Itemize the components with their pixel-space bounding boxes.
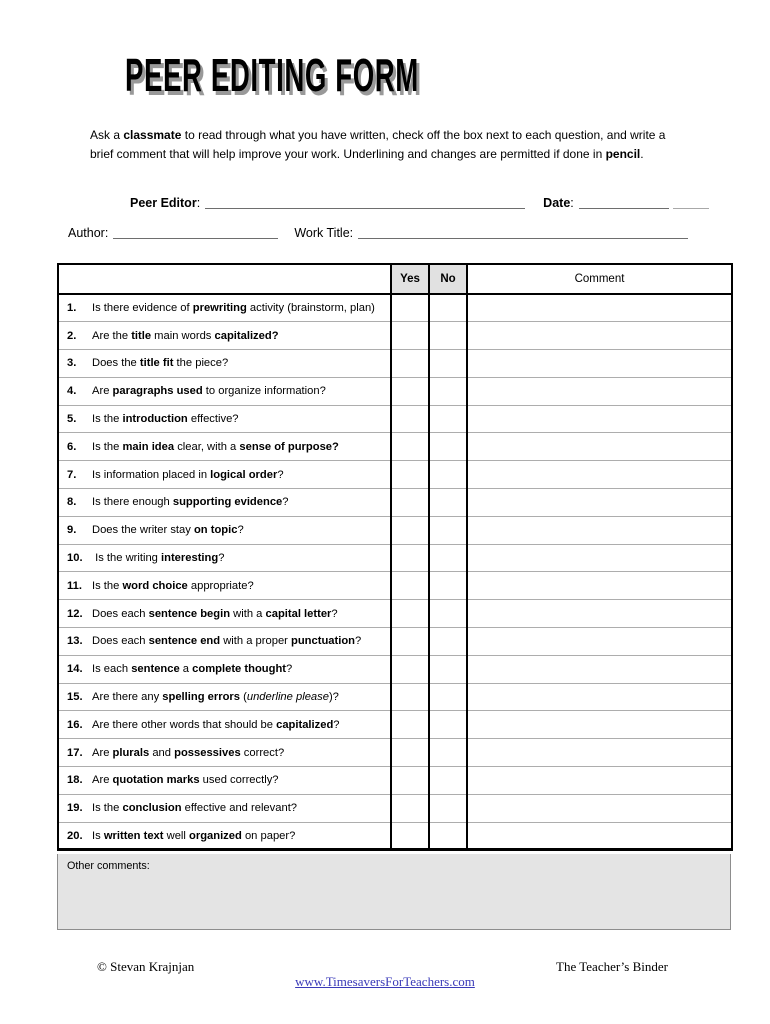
table-row: [58, 294, 732, 322]
yes-column-header: Yes: [391, 264, 429, 294]
yes-checkbox-cell[interactable]: [391, 294, 429, 322]
question-column-header: [58, 264, 391, 294]
checklist-body: [58, 294, 732, 850]
question-number: 15.: [67, 691, 83, 704]
question-cell: [58, 516, 391, 544]
no-checkbox-cell[interactable]: [429, 683, 467, 711]
no-checkbox-cell[interactable]: [429, 516, 467, 544]
no-checkbox-cell[interactable]: [429, 489, 467, 517]
footer-copyright: © Stevan Krajnjan: [97, 959, 195, 974]
comment-cell[interactable]: [467, 294, 732, 322]
question-cell: [58, 572, 391, 600]
yes-checkbox-cell[interactable]: [391, 489, 429, 517]
question-cell: [58, 461, 391, 489]
table-row: [58, 767, 732, 795]
date-label: Date: [543, 196, 571, 210]
question-cell: [58, 433, 391, 461]
no-checkbox-cell[interactable]: [429, 711, 467, 739]
question-cell: [58, 711, 391, 739]
comment-cell[interactable]: [467, 628, 732, 656]
comment-cell[interactable]: [467, 433, 732, 461]
question-number: 14.: [67, 663, 83, 676]
yes-checkbox-cell[interactable]: [391, 350, 429, 378]
question-number: 3.: [67, 357, 77, 370]
question-text: Is there evidence of prewriting activity (brainstorm, plan): [92, 302, 375, 315]
question-text: Is the main idea clear, with a sense of purpose?: [92, 440, 339, 453]
question-number: 19.: [67, 802, 83, 815]
table-row: [58, 572, 732, 600]
comment-cell[interactable]: [467, 461, 732, 489]
no-checkbox-cell[interactable]: [429, 628, 467, 656]
question-text: Does the title fit the piece?: [92, 357, 229, 370]
table-row: [58, 794, 732, 822]
question-number: 16.: [67, 718, 83, 731]
table-row: [58, 544, 732, 572]
table-row: [58, 377, 732, 405]
table-row: [58, 461, 732, 489]
other-comments-label: Other comments:: [67, 860, 150, 872]
question-cell: [58, 489, 391, 517]
question-cell: [58, 683, 391, 711]
peer-editor-field[interactable]: [205, 196, 525, 209]
peer-editor-colon: :: [196, 196, 201, 210]
comment-cell[interactable]: [467, 544, 732, 572]
question-text: Is information placed in logical order?: [92, 468, 284, 481]
question-cell: [58, 600, 391, 628]
question-cell: [58, 628, 391, 656]
yes-checkbox-cell[interactable]: [391, 822, 429, 850]
author-field[interactable]: [113, 226, 278, 239]
question-cell: [58, 739, 391, 767]
comment-cell[interactable]: [467, 683, 732, 711]
question-number: 7.: [67, 468, 77, 481]
question-number: 6.: [67, 440, 77, 453]
no-checkbox-cell[interactable]: [429, 739, 467, 767]
no-checkbox-cell[interactable]: [429, 767, 467, 795]
question-text: Does each sentence begin with a capital letter?: [92, 607, 338, 620]
yes-checkbox-cell[interactable]: [391, 767, 429, 795]
question-text: Is each sentence a complete thought?: [92, 663, 293, 676]
yes-checkbox-cell[interactable]: [391, 461, 429, 489]
intro-paragraph: Ask a classmate to read through what you have written, check off the box next to each question, and write a brief comment that will help improve your work. Underlining and changes are permitted if done in pencil.: [90, 128, 666, 161]
question-number: 1.: [67, 302, 77, 315]
question-text: Is the conclusion effective and relevant?: [92, 802, 298, 815]
other-comments-box[interactable]: [57, 854, 731, 930]
comment-cell[interactable]: [467, 794, 732, 822]
yes-checkbox-cell[interactable]: [391, 683, 429, 711]
question-cell: [58, 294, 391, 322]
question-number: 13.: [67, 635, 83, 648]
date-field-extra[interactable]: [673, 196, 709, 209]
question-number: 18.: [67, 774, 83, 787]
table-row: [58, 600, 732, 628]
no-checkbox-cell[interactable]: [429, 544, 467, 572]
peer-editor-row: [130, 196, 709, 210]
comment-cell[interactable]: [467, 822, 732, 850]
yes-checkbox-cell[interactable]: [391, 433, 429, 461]
question-cell: [58, 350, 391, 378]
question-number: 4.: [67, 385, 77, 398]
question-cell: [58, 822, 391, 850]
question-number: 9.: [67, 524, 77, 537]
yes-checkbox-cell[interactable]: [391, 739, 429, 767]
table-row: [58, 516, 732, 544]
yes-checkbox-cell[interactable]: [391, 628, 429, 656]
question-text: Are quotation marks used correctly?: [92, 774, 279, 787]
no-checkbox-cell[interactable]: [429, 572, 467, 600]
comment-column-header: Comment: [467, 264, 732, 294]
question-text: Is the word choice appropriate?: [92, 579, 254, 592]
question-text: Is the introduction effective?: [92, 413, 239, 426]
table-row: [58, 822, 732, 850]
comment-cell[interactable]: [467, 405, 732, 433]
footer-website-link[interactable]: www.TimesaversForTeachers.com: [295, 974, 475, 989]
page-title: PEER EDITING FORM: [125, 49, 419, 101]
yes-checkbox-cell[interactable]: [391, 322, 429, 350]
yes-checkbox-cell[interactable]: [391, 600, 429, 628]
question-number: 12.: [67, 607, 83, 620]
table-row: [58, 405, 732, 433]
comment-cell[interactable]: [467, 600, 732, 628]
question-number: 5.: [67, 413, 77, 426]
question-cell: [58, 405, 391, 433]
no-column-header: No: [429, 264, 467, 294]
question-number: 10.: [67, 552, 83, 565]
question-text: Is there enough supporting evidence?: [92, 496, 289, 509]
comment-cell[interactable]: [467, 739, 732, 767]
author-row: [68, 226, 688, 240]
comment-cell[interactable]: [467, 377, 732, 405]
no-checkbox-cell[interactable]: [429, 822, 467, 850]
table-row: [58, 433, 732, 461]
yes-checkbox-cell[interactable]: [391, 794, 429, 822]
no-checkbox-cell[interactable]: [429, 655, 467, 683]
yes-checkbox-cell[interactable]: [391, 655, 429, 683]
question-text: Are plurals and possessives correct?: [92, 746, 285, 759]
yes-checkbox-cell[interactable]: [391, 572, 429, 600]
peer-editor-label: Peer Editor: [130, 196, 197, 210]
question-text: Are paragraphs used to organize information?: [92, 385, 326, 398]
author-label: Author:: [68, 226, 109, 240]
table-row: [58, 655, 732, 683]
table-row: [58, 628, 732, 656]
no-checkbox-cell[interactable]: [429, 377, 467, 405]
question-cell: [58, 322, 391, 350]
table-header-row: [58, 264, 732, 294]
question-cell: [58, 377, 391, 405]
table-row: [58, 489, 732, 517]
table-row: [58, 739, 732, 767]
comment-cell[interactable]: [467, 767, 732, 795]
question-number: 17.: [67, 746, 83, 759]
comment-cell[interactable]: [467, 516, 732, 544]
question-number: 11.: [67, 579, 82, 592]
question-number: 2.: [67, 329, 77, 342]
work-title-label: Work Title:: [294, 226, 354, 240]
question-number: 20.: [67, 829, 83, 842]
comment-cell[interactable]: [467, 322, 732, 350]
question-text: Are there any spelling errors (underline please)?: [92, 691, 339, 704]
question-text: Does the writer stay on topic?: [92, 524, 244, 537]
yes-checkbox-cell[interactable]: [391, 405, 429, 433]
yes-checkbox-cell[interactable]: [391, 516, 429, 544]
table-row: [58, 322, 732, 350]
comment-cell[interactable]: [467, 350, 732, 378]
date-colon: :: [570, 196, 574, 210]
no-checkbox-cell[interactable]: [429, 350, 467, 378]
work-title-field[interactable]: [358, 226, 688, 239]
no-checkbox-cell[interactable]: [429, 461, 467, 489]
yes-checkbox-cell[interactable]: [391, 377, 429, 405]
question-cell: [58, 794, 391, 822]
question-number: 8.: [67, 496, 77, 509]
no-checkbox-cell[interactable]: [429, 433, 467, 461]
no-checkbox-cell[interactable]: [429, 600, 467, 628]
question-text: Is written text well organized on paper?: [92, 829, 296, 842]
table-row: [58, 350, 732, 378]
comment-cell[interactable]: [467, 711, 732, 739]
comment-cell[interactable]: [467, 572, 732, 600]
question-text: Does each sentence end with a proper punctuation?: [92, 635, 362, 648]
yes-checkbox-cell[interactable]: [391, 544, 429, 572]
date-field[interactable]: [579, 196, 669, 209]
table-row: [58, 711, 732, 739]
no-checkbox-cell[interactable]: [429, 294, 467, 322]
question-text: Are the title main words capitalized?: [92, 329, 279, 342]
question-text: Is the writing interesting?: [92, 552, 225, 565]
no-checkbox-cell[interactable]: [429, 322, 467, 350]
yes-checkbox-cell[interactable]: [391, 711, 429, 739]
footer-brand: The Teacher’s Binder: [556, 959, 668, 974]
question-text: Are there other words that should be capitalized?: [92, 718, 340, 731]
comment-cell[interactable]: [467, 655, 732, 683]
no-checkbox-cell[interactable]: [429, 794, 467, 822]
question-cell: [58, 544, 391, 572]
no-checkbox-cell[interactable]: [429, 405, 467, 433]
table-row: [58, 683, 732, 711]
question-cell: [58, 655, 391, 683]
question-cell: [58, 767, 391, 795]
comment-cell[interactable]: [467, 489, 732, 517]
peer-editing-checklist-table: [57, 263, 733, 851]
